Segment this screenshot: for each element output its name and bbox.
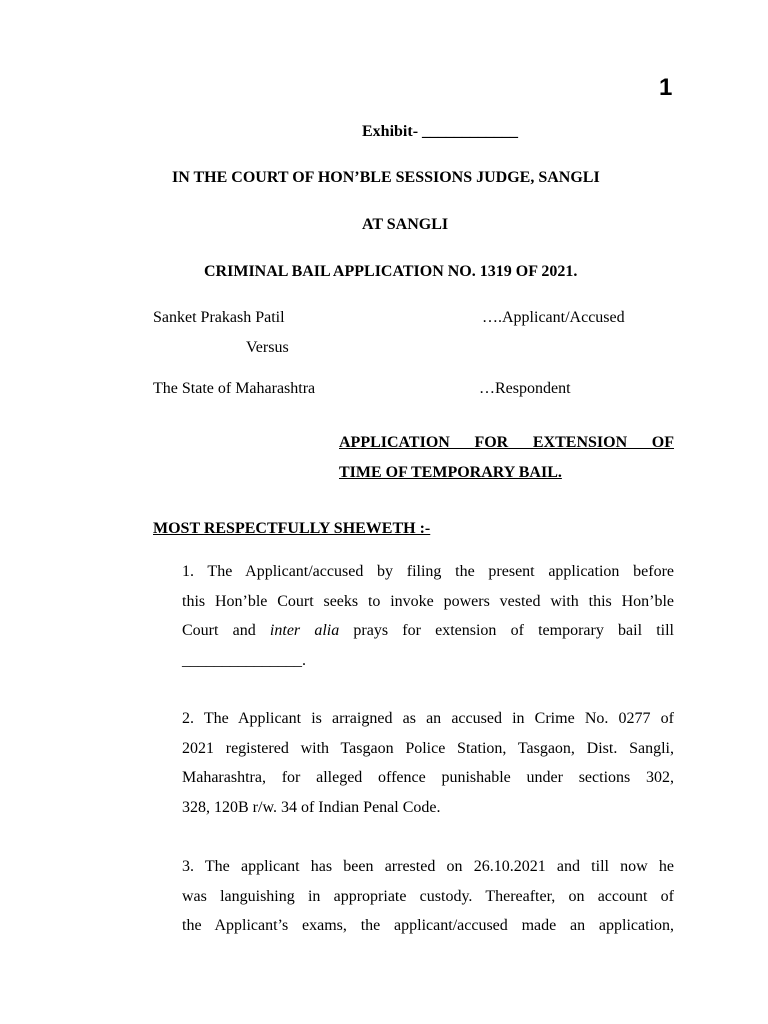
paragraph-1-line-3 <box>182 616 674 646</box>
court-location: AT SANGLI <box>362 216 449 233</box>
applicant-name: Sanket Prakash Patil <box>153 309 285 326</box>
application-title-line2: TIME OF TEMPORARY BAIL. <box>339 464 562 481</box>
p1-line3-after: prays for extension of temporary bail till <box>353 622 675 639</box>
paragraph-1-line-4: _______________. <box>182 651 306 669</box>
exhibit-label: Exhibit- <box>362 123 419 140</box>
respondent-name: The State of Maharashtra <box>153 380 316 397</box>
p1-line3-italic: inter alia <box>269 622 340 639</box>
paragraph-2-line-2: 2021 registered with Tasgaon Police Station, Tasgaon, Dist. Sangli, <box>182 739 674 757</box>
case-number: CRIMINAL BAIL APPLICATION NO. 1319 OF 2021. <box>204 263 578 280</box>
court-title: IN THE COURT OF HON’BLE SESSIONS JUDGE, SANGLI <box>172 169 600 186</box>
paragraph-2-line-3: Maharashtra, for alleged offence punishable under sections 302, <box>182 769 674 786</box>
paragraph-3-line-1: 3. The applicant has been arrested on 26.10.2021 and till now he <box>182 858 674 875</box>
paragraph-1-line-1: 1. The Applicant/accused by filing the present application before <box>182 563 674 580</box>
versus-label: Versus <box>246 339 289 356</box>
paragraph-2-line-1: 2. The Applicant is arraigned as an accused in Crime No. 0277 of <box>182 710 674 727</box>
p1-line3-before: Court and <box>182 622 256 639</box>
paragraph-2-line-4: 328, 120B r/w. 34 of Indian Penal Code. <box>182 798 441 816</box>
applicant-role: ….Applicant/Accused <box>482 309 625 326</box>
exhibit-line <box>362 122 518 142</box>
paragraph-3-line-3: the Applicant’s exams, the applicant/accused made an application, <box>182 917 674 934</box>
paragraph-1 <box>182 557 674 675</box>
paragraph-1-line-2: this Hon’ble Court seeks to invoke powers vested with this Hon’ble <box>182 592 674 610</box>
application-title-line1: APPLICATION FOR EXTENSION OF <box>339 434 674 451</box>
exhibit-blank: ____________ <box>422 123 519 140</box>
paragraph-3-line-2: was languishing in appropriate custody. Thereafter, on account of <box>182 887 674 905</box>
paragraph-2 <box>182 704 674 822</box>
respondent-role: …Respondent <box>479 380 571 397</box>
paragraph-3 <box>182 852 674 941</box>
page-number: 1 <box>659 74 673 101</box>
salutation: MOST RESPECTFULLY SHEWETH :- <box>153 520 431 537</box>
